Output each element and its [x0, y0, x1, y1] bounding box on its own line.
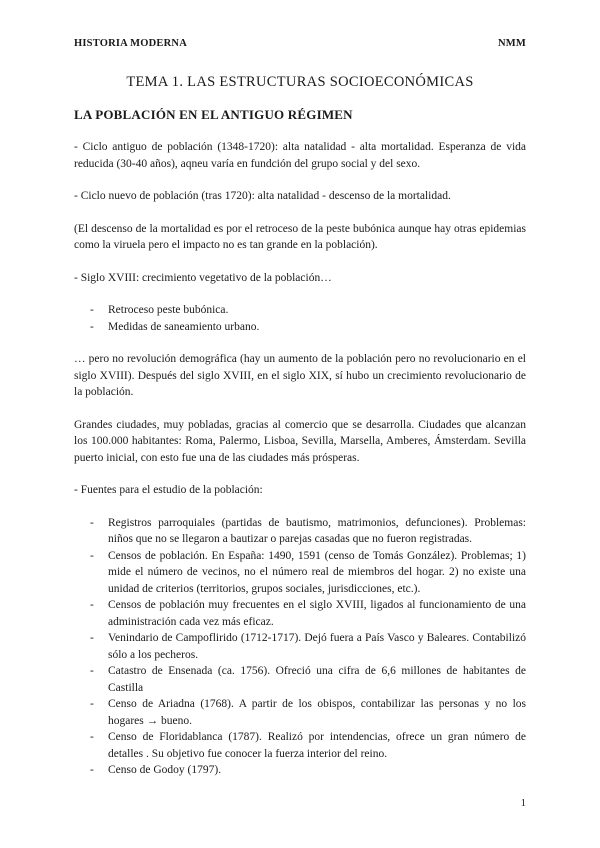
list-item-text: Retroceso peste bubónica.: [108, 304, 229, 316]
list-fuentes: [74, 515, 526, 779]
list-item-text: Medidas de saneamiento urbano.: [108, 320, 260, 333]
paragraph-ciclo-antiguo: - Ciclo antiguo de población (1348-1720): alta natalidad - alta mortalidad. Esperanza de vida reducida (30-40 años), aqneu varía en fundción del grupo social y del sexo.: [74, 141, 526, 170]
list-item-text: Catastro de Ensenada (ca. 1756). Ofreció una cifra de 6,6 millones de habitantes de Castilla: [108, 665, 526, 694]
paragraph-siglo-xviii: - Siglo XVIII: crecimiento vegetativo de la población…: [74, 271, 332, 284]
list-item: [74, 762, 526, 779]
paragraph-fuentes: - Fuentes para el estudio de la población:: [74, 484, 263, 496]
list-item: [74, 630, 526, 663]
list-item-text: Censo de Floridablanca (1787). Realizó por intendencias, ofrece un gran número de detalles . Su objetivo fue conocer la fuerza interior del reino.: [108, 731, 526, 760]
list-item: [74, 302, 526, 319]
paragraph-descenso-mortalidad: (El descenso de la mortalidad es por el retroceso de la peste bubónica aunque hay otras epidemias como la viruela pero el impacto no es tan grande en la población).: [74, 222, 526, 251]
bullet-dash: -: [90, 599, 94, 611]
list-item-text: Censos de población muy frecuentes en el siglo XVIII, ligados al funcionamiento de una administración cada vez más eficaz.: [108, 599, 526, 628]
section-subtitle: LA POBLACIÓN EN EL ANTIGUO RÉGIMEN: [74, 106, 353, 122]
bullet-dash: -: [90, 304, 94, 316]
bullet-dash: -: [90, 698, 94, 710]
page-number: 1: [520, 798, 526, 809]
bullet-dash: -: [90, 764, 94, 776]
list-item-text: Censo de Ariadna (1768). A partir de los obispos, contabilizar las personas y no los hogares → bueno.: [108, 698, 526, 727]
page-content: [74, 74, 526, 795]
bullet-dash: -: [90, 665, 94, 677]
list-item: [74, 663, 526, 696]
paragraph-revolucion-demografica: … pero no revolución demográfica (hay un aumento de la población pero no revolucionario en el siglo XVIII). Después del siglo XVIII, en el siglo XIX, sí hubo un crecimiento revolucionario de la población.: [74, 353, 526, 398]
paragraph-grandes-ciudades: Grandes ciudades, muy pobladas, gracias al comercio que se desarrolla. Ciudades que alcanzan los 100.000 habitantes: Roma, Palermo, Lisboa, Sevilla, Marsella, Amberes, Ámsterdam. Sevilla puerto inicial, con esto fue una de las ciudades más prósperas.: [74, 418, 526, 464]
list-item-text: Censo de Godoy (1797).: [108, 764, 222, 776]
list-item-text: Censos de población. En España: 1490, 1591 (censo de Tomás González). Problemas; 1) mide el número de vecinos, no el número real de miembros del hogar. 2) no existe una unidad de criterios (territorios, grupos sociales, jurisdicciones, etc.).: [108, 549, 526, 595]
list-item-text: Registros parroquiales (partidas de bautismo, matrimonios, defunciones). Problemas: niños que no se llegaron a bautizar o parejas casadas que no fueron registradas.: [108, 516, 526, 545]
list-item: [74, 515, 526, 548]
paragraph-ciclo-nuevo: - Ciclo nuevo de población (tras 1720): alta natalidad - descenso de la mortalidad.: [74, 190, 451, 202]
list-causas: [74, 302, 526, 335]
header-right: NMM: [497, 38, 526, 49]
page-title: TEMA 1. LAS ESTRUCTURAS SOCIOECONÓMICAS: [126, 74, 474, 90]
bullet-dash: -: [90, 632, 94, 644]
list-item: [74, 319, 526, 336]
list-item: [74, 729, 526, 762]
list-item: [74, 696, 526, 729]
list-item: [74, 597, 526, 630]
bullet-dash: -: [90, 549, 94, 562]
list-item-text: Venindario de Campoflirido (1712-1717). Dejó fuera a País Vasco y Baleares. Contabilizó sólo a los pecheros.: [108, 632, 526, 661]
bullet-dash: -: [90, 731, 94, 743]
bullet-dash: -: [90, 516, 94, 529]
list-item: [74, 548, 526, 598]
header-left: HISTORIA MODERNA: [74, 38, 187, 49]
bullet-dash: -: [90, 320, 94, 333]
